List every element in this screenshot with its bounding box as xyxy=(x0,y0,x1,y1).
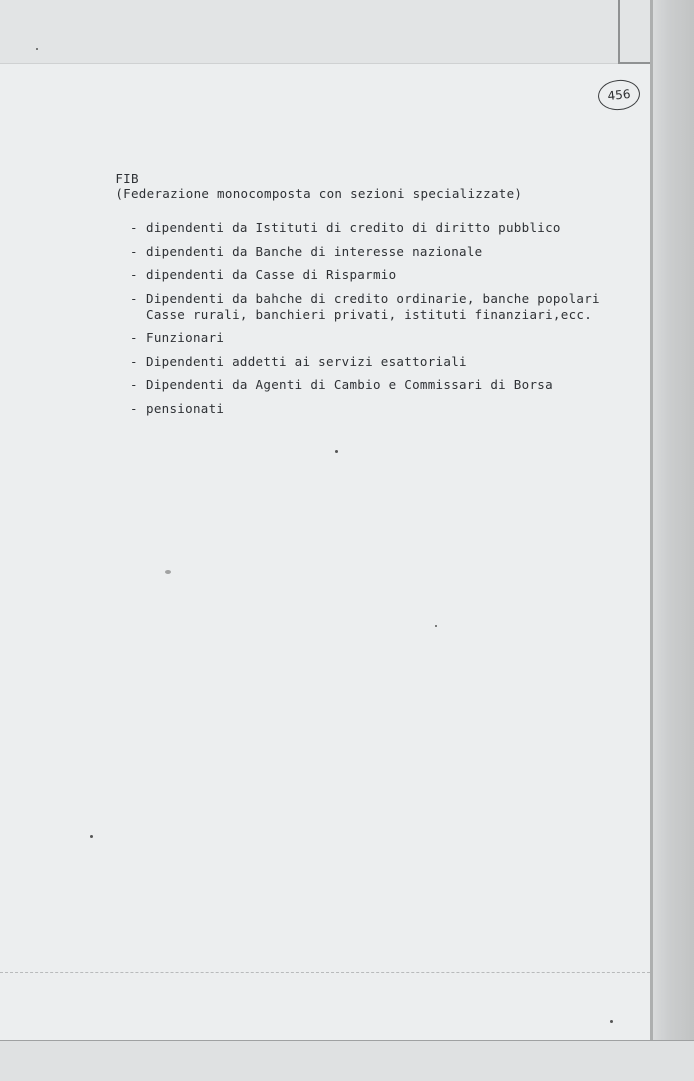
list-item xyxy=(130,354,630,370)
heading-description: (Federazione monocomposta con sezioni specializzate) xyxy=(115,186,523,201)
list-item xyxy=(130,401,630,417)
list-item xyxy=(130,220,630,236)
list-item-text-continued: Casse rurali, banchieri privati, istituti finanziari,ecc. xyxy=(146,306,593,322)
scan-speck xyxy=(165,570,171,574)
dash-bullet: - xyxy=(130,400,138,416)
dash-bullet: - xyxy=(130,353,138,369)
scan-speck xyxy=(610,1020,613,1023)
scan-corner-mark xyxy=(618,0,650,64)
list-item-text: dipendenti da Banche di interesse nazionale xyxy=(146,243,483,259)
list-item xyxy=(130,244,630,260)
scan-speck xyxy=(335,450,338,453)
page-heading xyxy=(84,156,522,216)
scan-speck xyxy=(90,835,93,838)
scan-right-edge xyxy=(650,0,694,1080)
list-item xyxy=(130,330,630,346)
dash-bullet: - xyxy=(130,330,138,345)
scan-speck xyxy=(36,48,38,50)
list-item xyxy=(130,267,630,283)
list-item-text: Dipendenti addetti ai servizi esattoriali xyxy=(146,353,467,369)
list-item-text: Dipendenti da bahche di credito ordinarie, banche popolari xyxy=(146,290,600,306)
dash-bullet: - xyxy=(130,243,138,259)
dash-bullet: - xyxy=(130,290,138,306)
list-item-text: dipendenti da Casse di Risparmio xyxy=(146,267,397,282)
fold-line-top xyxy=(0,63,650,64)
list-item-text: dipendenti da Istituti di credito di diritto pubblico xyxy=(146,220,561,235)
list-item-text: pensionati xyxy=(146,400,225,416)
folio-number: 456 xyxy=(597,78,642,112)
list-item xyxy=(130,291,630,323)
list-item xyxy=(130,377,630,393)
list-item-text: Funzionari xyxy=(146,330,225,345)
dash-bullet: - xyxy=(130,377,138,392)
dash-bullet: - xyxy=(130,220,138,235)
dash-bullet: - xyxy=(130,267,138,282)
list-item-text: Dipendenti da Agenti di Cambio e Commissari di Borsa xyxy=(146,377,553,392)
fold-line-bottom xyxy=(0,972,650,974)
heading-org: FIB xyxy=(115,171,139,186)
category-list xyxy=(130,220,630,424)
scan-speck xyxy=(435,625,437,627)
scan-bottom-band xyxy=(0,1040,694,1081)
scan-top-band xyxy=(0,0,650,64)
